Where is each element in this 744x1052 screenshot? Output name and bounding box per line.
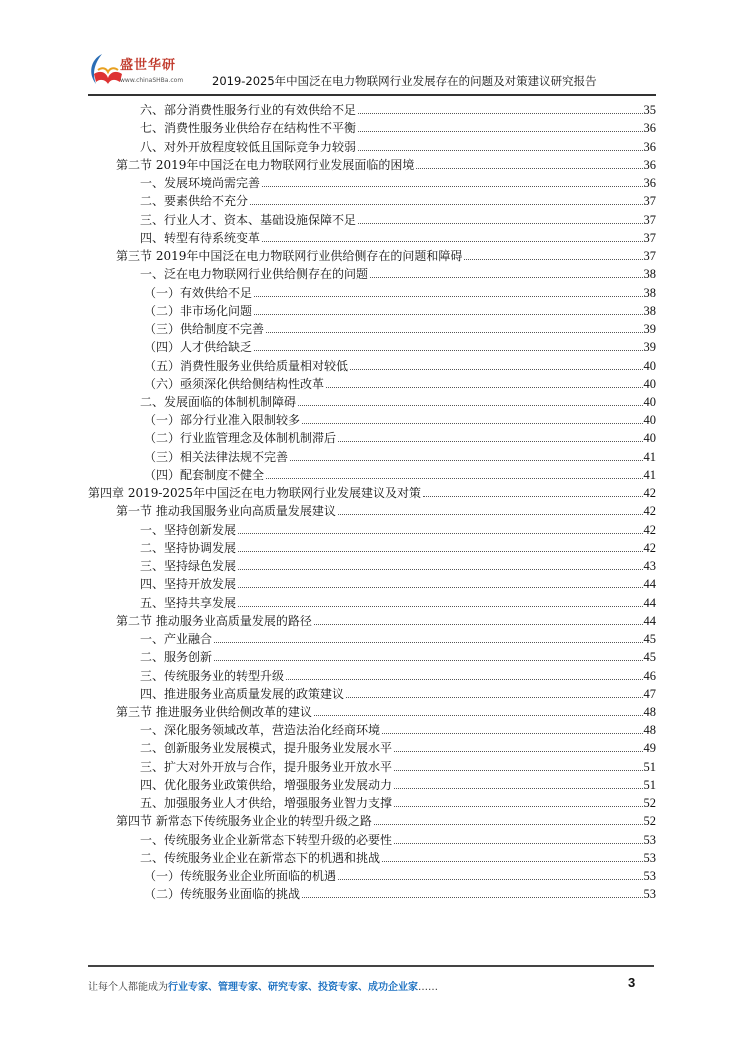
toc-entry[interactable] xyxy=(88,136,656,154)
toc-entry[interactable] xyxy=(88,775,656,793)
toc-entry-page: 52 xyxy=(643,796,656,811)
toc-entry-page: 42 xyxy=(643,486,656,501)
toc-entry-page: 36 xyxy=(643,176,656,191)
slogan-highlight: 行业专家、管理专家、研究专家、投资专家、成功企业家 xyxy=(168,982,418,993)
toc-entry-page: 37 xyxy=(643,212,656,227)
toc-entry[interactable] xyxy=(88,319,656,337)
dot-leader xyxy=(302,423,642,424)
toc-entry-title: （一）有效供给不足 xyxy=(144,285,253,300)
toc-entry-page: 43 xyxy=(643,559,656,574)
toc-entry[interactable] xyxy=(88,629,656,647)
toc-entry-title: 三、行业人才、资本、基础设施保障不足 xyxy=(140,212,357,227)
dot-leader xyxy=(382,733,642,734)
toc-entry[interactable] xyxy=(88,519,656,537)
dot-leader xyxy=(326,387,642,388)
toc-entry-page: 48 xyxy=(643,723,656,738)
toc-entry[interactable] xyxy=(88,337,656,355)
toc-entry-title: 八、对外开放程度较低且国际竞争力较弱 xyxy=(140,139,357,154)
dot-leader xyxy=(416,168,642,169)
toc-entry-page: 42 xyxy=(643,504,656,519)
dot-leader xyxy=(250,204,642,205)
toc-entry-title: 四、坚持开放发展 xyxy=(140,577,237,592)
toc-entry-title: （五）消费性服务业供给质量相对较低 xyxy=(144,358,349,373)
toc-entry[interactable] xyxy=(88,684,656,702)
toc-entry-title: （四）配套制度不健全 xyxy=(144,467,265,482)
dot-leader xyxy=(214,660,642,661)
toc-entry-title: 三、传统服务业的转型升级 xyxy=(140,668,285,683)
report-title: 2019-2025年中国泛在电力物联网行业发展存在的问题及对策建议研究报告 xyxy=(212,74,597,88)
dot-leader xyxy=(298,405,642,406)
toc-entry[interactable] xyxy=(88,647,656,665)
toc-entry-title: 五、加强服务业人才供给，增强服务业智力支撑 xyxy=(140,796,393,811)
dot-leader xyxy=(254,296,642,297)
toc-entry-page: 36 xyxy=(643,157,656,172)
toc-entry[interactable] xyxy=(88,538,656,556)
toc-entry-title: 四、优化服务业政策供给，增强服务业发展动力 xyxy=(140,777,393,792)
toc-entry-page: 44 xyxy=(643,613,656,628)
toc-entry-page: 36 xyxy=(643,139,656,154)
dot-leader xyxy=(346,697,642,698)
toc-entry-page: 44 xyxy=(643,595,656,610)
dot-leader xyxy=(350,369,642,370)
dot-leader xyxy=(338,514,643,515)
toc-entry-title: 二、坚持协调发展 xyxy=(140,540,237,555)
toc-entry[interactable] xyxy=(88,465,656,483)
toc-entry-page: 53 xyxy=(643,850,656,865)
toc-entry-title: 五、坚持共享发展 xyxy=(140,595,237,610)
toc-entry-title: （二）行业监管理念及体制机制滞后 xyxy=(144,431,337,446)
dot-leader xyxy=(394,806,642,807)
toc-entry-page: 42 xyxy=(643,540,656,555)
toc-entry[interactable] xyxy=(88,884,656,902)
dot-leader xyxy=(238,533,642,534)
toc-entry[interactable] xyxy=(88,811,656,829)
toc-entry-title: 一、发展环境尚需完善 xyxy=(140,176,261,191)
dot-leader xyxy=(358,223,642,224)
toc-entry-page: 46 xyxy=(643,668,656,683)
toc-entry[interactable] xyxy=(88,720,656,738)
toc-entry-page: 49 xyxy=(643,741,656,756)
dot-leader xyxy=(374,824,643,825)
toc-entry[interactable] xyxy=(88,428,656,446)
toc-entry-title: 一、泛在电力物联网行业供给侧存在的问题 xyxy=(140,267,369,282)
toc-entry-title: 第一节 推动我国服务业向高质量发展建议 xyxy=(116,504,336,519)
toc-entry[interactable] xyxy=(88,374,656,392)
toc-entry-page: 40 xyxy=(643,413,656,428)
toc-entry-title: 第二节 推动服务业高质量发展的路径 xyxy=(116,613,312,628)
toc-entry-page: 40 xyxy=(643,431,656,446)
toc-entry-title: 二、创新服务业发展模式，提升服务业发展水平 xyxy=(140,741,393,756)
toc-entry-page: 42 xyxy=(643,522,656,537)
dot-leader xyxy=(464,259,642,260)
toc-entry-title: （六）亟须深化供给侧结构性改革 xyxy=(144,376,325,391)
toc-entry-page: 40 xyxy=(643,394,656,409)
toc-entry-page: 41 xyxy=(643,449,656,464)
dot-leader xyxy=(394,751,642,752)
footer-divider xyxy=(88,965,654,967)
dot-leader xyxy=(358,150,642,151)
toc-entry[interactable] xyxy=(88,410,656,428)
toc-entry[interactable] xyxy=(88,446,656,464)
toc-entry-page: 40 xyxy=(643,376,656,391)
toc-entry-title: 四、转型有待系统变革 xyxy=(140,230,261,245)
toc-entry[interactable] xyxy=(88,665,656,683)
toc-entry-title: （四）人才供给缺乏 xyxy=(144,340,253,355)
toc-entry-title: 六、部分消费性服务行业的有效供给不足 xyxy=(140,103,357,118)
toc-entry-page: 45 xyxy=(643,632,656,647)
toc-entry-title: （三）供给制度不完善 xyxy=(144,322,265,337)
toc-entry-page: 38 xyxy=(643,267,656,282)
dot-leader xyxy=(238,551,642,552)
page-number: 3 xyxy=(628,975,636,990)
dot-leader xyxy=(314,715,643,716)
toc-entry-page: 38 xyxy=(643,285,656,300)
toc-entry[interactable] xyxy=(88,756,656,774)
toc-entry-title: （一）传统服务业企业所面临的机遇 xyxy=(144,869,337,884)
dot-leader xyxy=(394,770,642,771)
toc-entry-title: 四、推进服务业高质量发展的政策建议 xyxy=(140,686,345,701)
toc-entry-title: （三）相关法律法规不完善 xyxy=(144,449,289,464)
toc-entry[interactable] xyxy=(88,702,656,720)
toc-entry-page: 38 xyxy=(643,303,656,318)
dot-leader xyxy=(238,587,642,588)
toc-entry-title: 二、要素供给不充分 xyxy=(140,194,249,209)
toc-entry-title: 一、坚持创新发展 xyxy=(140,522,237,537)
toc-entry-title: 一、产业融合 xyxy=(140,632,213,647)
toc-entry[interactable] xyxy=(88,118,656,136)
toc-entry[interactable] xyxy=(88,866,656,884)
toc-entry-page: 48 xyxy=(643,704,656,719)
toc-entry[interactable] xyxy=(88,829,656,847)
toc-entry[interactable] xyxy=(88,592,656,610)
toc-entry-page: 52 xyxy=(643,814,656,829)
dot-leader xyxy=(254,314,642,315)
toc-entry[interactable] xyxy=(88,301,656,319)
toc-entry[interactable] xyxy=(88,793,656,811)
toc-entry[interactable] xyxy=(88,173,656,191)
toc-entry[interactable] xyxy=(88,100,656,118)
slogan-prefix: 让每个人都能成为 xyxy=(88,982,168,993)
toc-entry-title: 二、服务创新 xyxy=(140,650,213,665)
toc-entry-page: 44 xyxy=(643,577,656,592)
dot-leader xyxy=(382,861,642,862)
toc-entry[interactable] xyxy=(88,191,656,209)
dot-leader xyxy=(290,460,642,461)
toc-entry-title: 一、深化服务领域改革，营造法治化经商环境 xyxy=(140,723,381,738)
toc-entry-page: 37 xyxy=(643,230,656,245)
toc-entry-page: 36 xyxy=(643,121,656,136)
toc-entry-page: 51 xyxy=(643,759,656,774)
toc-entry-title: 第四节 新常态下传统服务业企业的转型升级之路 xyxy=(116,814,372,829)
toc-entry-page: 40 xyxy=(643,358,656,373)
dot-leader xyxy=(266,332,642,333)
toc-entry[interactable] xyxy=(88,282,656,300)
dot-leader xyxy=(358,113,642,114)
toc-entry-title: （二）非市场化问题 xyxy=(144,303,253,318)
toc-entry-title: 三、扩大对外开放与合作，提升服务业开放水平 xyxy=(140,759,393,774)
toc-entry-title: 二、发展面临的体制机制障碍 xyxy=(140,394,297,409)
toc-entry-title: 第三节 推进服务业供给侧改革的建议 xyxy=(116,704,312,719)
toc-entry-title: （二）传统服务业面临的挑战 xyxy=(144,887,301,902)
toc-entry-title: 二、传统服务业企业在新常态下的机遇和挑战 xyxy=(140,850,381,865)
toc-entry[interactable] xyxy=(88,738,656,756)
toc-entry-title: 一、传统服务业企业新常态下转型升级的必要性 xyxy=(140,832,393,847)
toc-entry-page: 35 xyxy=(643,103,656,118)
table-of-contents xyxy=(88,100,656,902)
dot-leader xyxy=(238,569,642,570)
dot-leader xyxy=(338,441,642,442)
dot-leader xyxy=(394,843,642,844)
company-logo xyxy=(88,52,198,92)
toc-entry[interactable] xyxy=(88,556,656,574)
dot-leader xyxy=(254,350,642,351)
dot-leader xyxy=(286,679,642,680)
toc-entry[interactable] xyxy=(88,228,656,246)
dot-leader xyxy=(262,241,642,242)
footer-slogan xyxy=(88,978,438,993)
toc-entry-page: 41 xyxy=(643,467,656,482)
logo-name: 盛世华研 xyxy=(120,58,177,73)
toc-entry[interactable] xyxy=(88,246,656,264)
toc-entry-page: 39 xyxy=(643,340,656,355)
dot-leader xyxy=(394,788,642,789)
toc-entry[interactable] xyxy=(88,209,656,227)
toc-entry[interactable] xyxy=(88,501,656,519)
header-divider xyxy=(88,94,656,96)
slogan-suffix: …… xyxy=(418,982,438,993)
toc-entry-page: 53 xyxy=(643,832,656,847)
toc-entry[interactable] xyxy=(88,392,656,410)
toc-entry-title: 第二节 2019年中国泛在电力物联网行业发展面临的困境 xyxy=(116,157,415,172)
dot-leader xyxy=(214,642,642,643)
dot-leader xyxy=(423,496,643,497)
toc-entry-title: 第四章 2019-2025年中国泛在电力物联网行业发展建议及对策 xyxy=(88,486,421,501)
toc-entry-title: 三、坚持绿色发展 xyxy=(140,559,237,574)
logo-book-icon xyxy=(88,52,124,88)
toc-entry[interactable] xyxy=(88,848,656,866)
toc-entry-page: 37 xyxy=(643,194,656,209)
dot-leader xyxy=(262,186,642,187)
toc-entry-page: 47 xyxy=(643,686,656,701)
toc-entry[interactable] xyxy=(88,355,656,373)
toc-entry[interactable] xyxy=(88,155,656,173)
dot-leader xyxy=(358,131,642,132)
toc-entry[interactable] xyxy=(88,264,656,282)
dot-leader xyxy=(238,606,642,607)
dot-leader xyxy=(266,478,642,479)
dot-leader xyxy=(302,897,642,898)
toc-entry-page: 51 xyxy=(643,777,656,792)
toc-entry-title: （一）部分行业准入限制较多 xyxy=(144,413,301,428)
dot-leader xyxy=(314,624,643,625)
toc-entry-page: 39 xyxy=(643,322,656,337)
dot-leader xyxy=(338,879,642,880)
toc-entry-page: 53 xyxy=(643,887,656,902)
toc-entry[interactable] xyxy=(88,611,656,629)
toc-entry-page: 37 xyxy=(643,249,656,264)
toc-entry[interactable] xyxy=(88,574,656,592)
dot-leader xyxy=(370,277,642,278)
toc-entry[interactable] xyxy=(88,483,656,501)
toc-entry-title: 第三节 2019年中国泛在电力物联网行业供给侧存在的问题和障碍 xyxy=(116,249,463,264)
toc-entry-page: 45 xyxy=(643,650,656,665)
logo-url: www.chinaSHBa.com xyxy=(120,77,184,84)
toc-entry-page: 53 xyxy=(643,869,656,884)
toc-entry-title: 七、消费性服务业供给存在结构性不平衡 xyxy=(140,121,357,136)
